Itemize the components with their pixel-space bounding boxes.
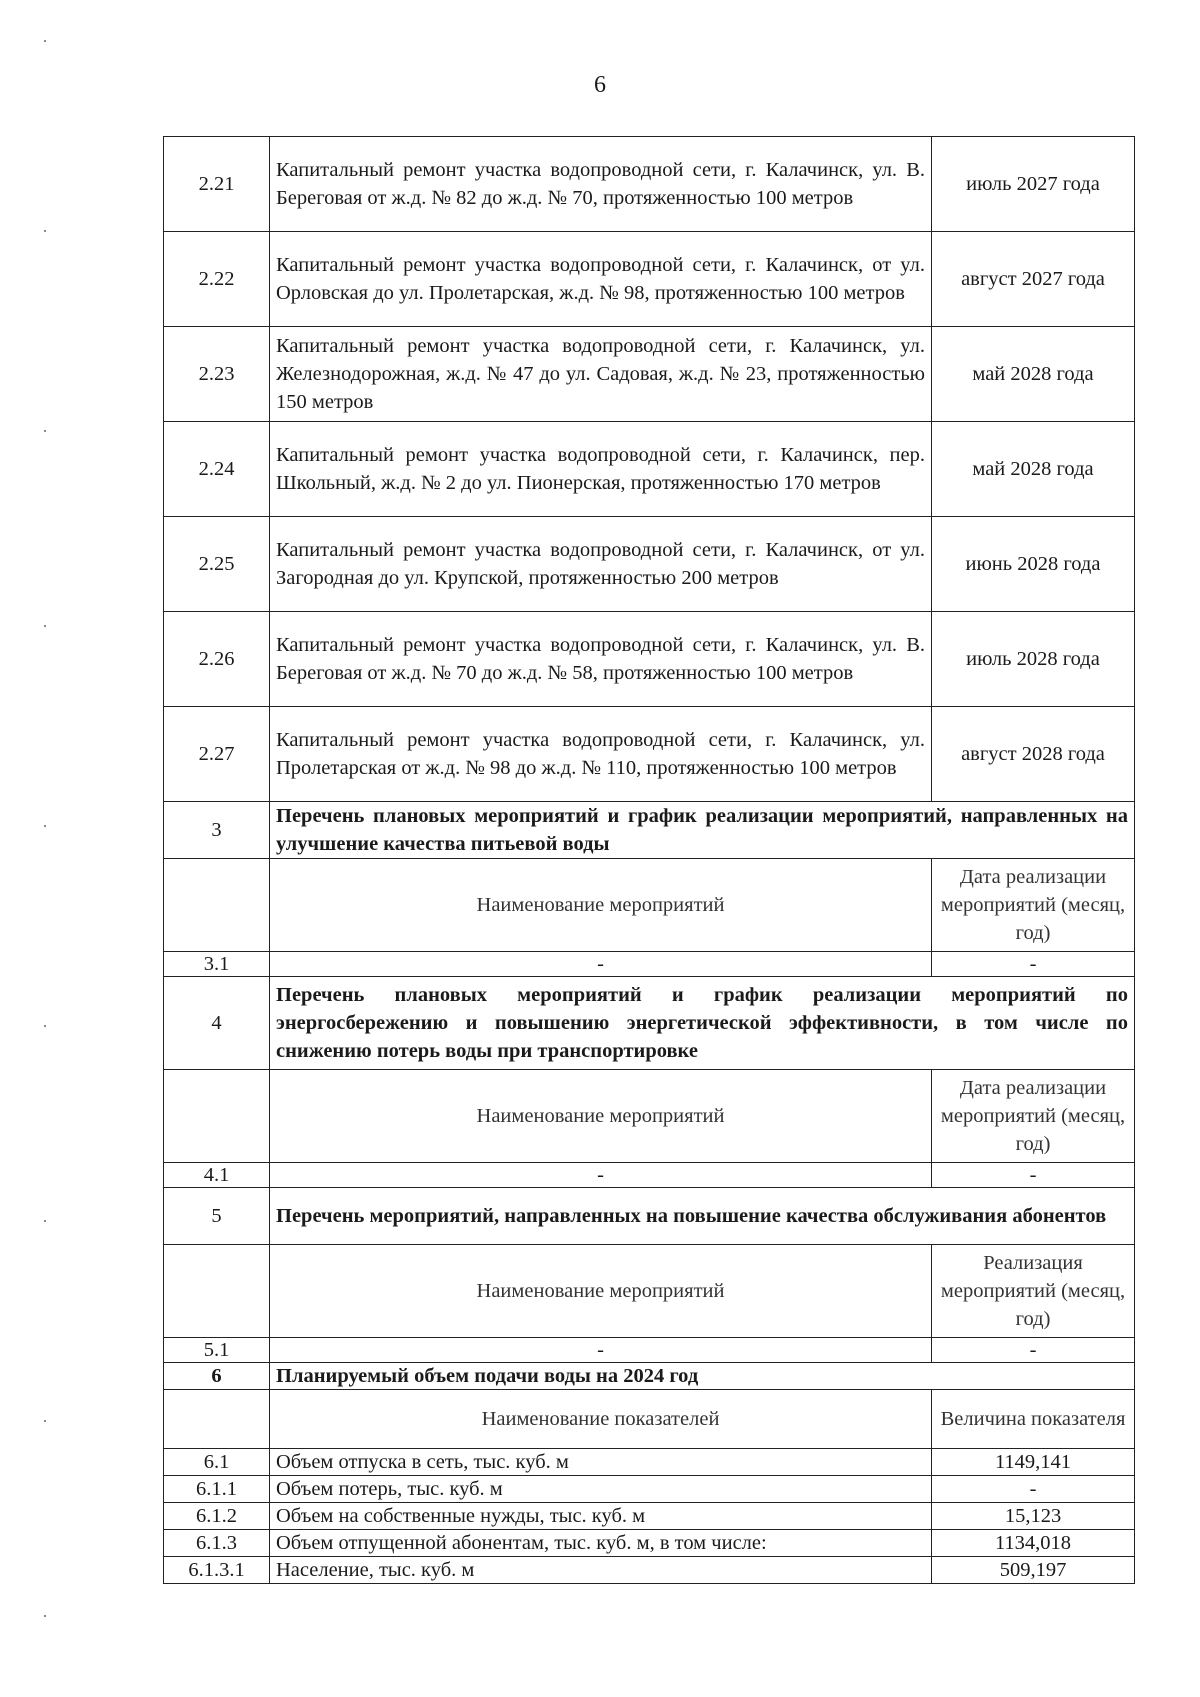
row-name: - [270, 1163, 932, 1188]
indicator-name: Объем отпуска в сеть, тыс. куб. м [270, 1449, 932, 1476]
indicator-value: 1134,018 [932, 1530, 1135, 1557]
row-number: 2.23 [164, 327, 270, 422]
indicator-name: Объем на собственные нужды, тыс. куб. м [270, 1503, 932, 1530]
section-header-row [164, 977, 1135, 1070]
row-description: Капитальный ремонт участка водопроводной сети, г. Калачинск, ул. В. Береговая от ж.д. № 82 до ж.д. № 70, протяженностью 100 метров [270, 137, 932, 232]
column-header-date: Дата реализации мероприятий (месяц, год) [932, 1070, 1135, 1163]
column-header-value: Величина показателя [932, 1390, 1135, 1449]
column-header-row [164, 1245, 1135, 1338]
table-row [164, 232, 1135, 327]
section-number: 5 [164, 1188, 270, 1245]
row-number: 6.1.2 [164, 1503, 270, 1530]
section-number: 4 [164, 977, 270, 1070]
row-number: 2.21 [164, 137, 270, 232]
row-description: Капитальный ремонт участка водопроводной сети, г. Калачинск, от ул. Загородная до ул. Крупской, протяженностью 200 метров [270, 517, 932, 612]
table-row [164, 1530, 1135, 1557]
column-header-name: Наименование мероприятий [270, 859, 932, 952]
row-number: 2.25 [164, 517, 270, 612]
scan-mark [44, 40, 46, 42]
row-description: Капитальный ремонт участка водопроводной сети, г. Калачинск, от ул. Орловская до ул. Пролетарская, ж.д. № 98, протяженностью 100 метров [270, 232, 932, 327]
row-number: 5.1 [164, 1338, 270, 1363]
row-description: Капитальный ремонт участка водопроводной сети, г. Калачинск, ул. В. Береговая от ж.д. № 70 до ж.д. № 58, протяженностью 100 метров [270, 612, 932, 707]
row-description: Капитальный ремонт участка водопроводной сети, г. Калачинск, ул. Железнодорожная, ж.д. № 47 до ул. Садовая, ж.д. № 23, протяженностью 150 метров [270, 327, 932, 422]
row-number: 6.1.1 [164, 1476, 270, 1503]
empty-cell [164, 1390, 270, 1449]
row-date: июль 2027 года [932, 137, 1135, 232]
scan-mark [44, 625, 46, 627]
section-title: Перечень мероприятий, направленных на повышение качества обслуживания абонентов [270, 1188, 1135, 1245]
empty-cell [164, 1245, 270, 1338]
measures-table [163, 136, 1135, 1584]
column-header-name: Наименование мероприятий [270, 1245, 932, 1338]
table-row [164, 422, 1135, 517]
empty-cell [164, 1070, 270, 1163]
row-number: 6.1.3 [164, 1530, 270, 1557]
indicator-name: Объем отпущенной абонентам, тыс. куб. м, в том числе: [270, 1530, 932, 1557]
row-description: Капитальный ремонт участка водопроводной сети, г. Калачинск, ул. Пролетарская от ж.д. № 98 до ж.д. № 110, протяженностью 100 метров [270, 707, 932, 802]
indicator-name: Объем потерь, тыс. куб. м [270, 1476, 932, 1503]
table-row [164, 612, 1135, 707]
indicator-value: - [932, 1476, 1135, 1503]
page-number: 6 [594, 72, 606, 98]
scan-mark [44, 1025, 46, 1027]
column-header-name: Наименование мероприятий [270, 1070, 932, 1163]
indicator-value: 15,123 [932, 1503, 1135, 1530]
section-title: Перечень плановых мероприятий и график реализации мероприятий, направленных на улучшение качества питьевой воды [270, 802, 1135, 859]
row-number: 2.27 [164, 707, 270, 802]
scan-mark [44, 1220, 46, 1222]
column-header-date: Дата реализации мероприятий (месяц, год) [932, 859, 1135, 952]
column-header-row [164, 1070, 1135, 1163]
indicator-value: 1149,141 [932, 1449, 1135, 1476]
section-header-row [164, 1188, 1135, 1245]
table-row [164, 1449, 1135, 1476]
table-row [164, 707, 1135, 802]
row-date: август 2027 года [932, 232, 1135, 327]
row-date: май 2028 года [932, 422, 1135, 517]
indicator-name: Население, тыс. куб. м [270, 1557, 932, 1584]
row-number: 6.1 [164, 1449, 270, 1476]
row-description: Капитальный ремонт участка водопроводной сети, г. Калачинск, пер. Школьный, ж.д. № 2 до ул. Пионерская, протяженностью 170 метров [270, 422, 932, 517]
column-header-row [164, 859, 1135, 952]
table-row [164, 1338, 1135, 1363]
row-date: май 2028 года [932, 327, 1135, 422]
row-number: 2.22 [164, 232, 270, 327]
section-title: Перечень плановых мероприятий и график реализации мероприятий по энергосбережению и повышению энергетической эффективности, в том числе по снижению потерь воды при транспортировке [270, 977, 1135, 1070]
row-number: 4.1 [164, 1163, 270, 1188]
table-row [164, 952, 1135, 977]
section-number: 3 [164, 802, 270, 859]
row-number: 2.26 [164, 612, 270, 707]
table-row [164, 1476, 1135, 1503]
row-date: - [932, 1163, 1135, 1188]
empty-cell [164, 859, 270, 952]
row-date: - [932, 1338, 1135, 1363]
scan-mark [44, 430, 46, 432]
scan-mark [44, 230, 46, 232]
table-row [164, 327, 1135, 422]
row-name: - [270, 1338, 932, 1363]
row-number: 3.1 [164, 952, 270, 977]
table-row [164, 1163, 1135, 1188]
scan-mark [44, 1615, 46, 1617]
scan-mark [44, 1420, 46, 1422]
table-row [164, 517, 1135, 612]
section-header-row [164, 802, 1135, 859]
section-title: Планируемый объем подачи воды на 2024 год [270, 1363, 1135, 1390]
row-date: август 2028 года [932, 707, 1135, 802]
table-row [164, 137, 1135, 232]
section-header-row [164, 1363, 1135, 1390]
indicator-value: 509,197 [932, 1557, 1135, 1584]
table-row [164, 1557, 1135, 1584]
row-number: 2.24 [164, 422, 270, 517]
row-date: - [932, 952, 1135, 977]
column-header-date: Реализация мероприятий (месяц, год) [932, 1245, 1135, 1338]
column-header-row [164, 1390, 1135, 1449]
row-date: июнь 2028 года [932, 517, 1135, 612]
scan-mark [44, 825, 46, 827]
column-header-name: Наименование показателей [270, 1390, 932, 1449]
row-number: 6.1.3.1 [164, 1557, 270, 1584]
section-number: 6 [164, 1363, 270, 1390]
row-date: июль 2028 года [932, 612, 1135, 707]
row-name: - [270, 952, 932, 977]
table-row [164, 1503, 1135, 1530]
